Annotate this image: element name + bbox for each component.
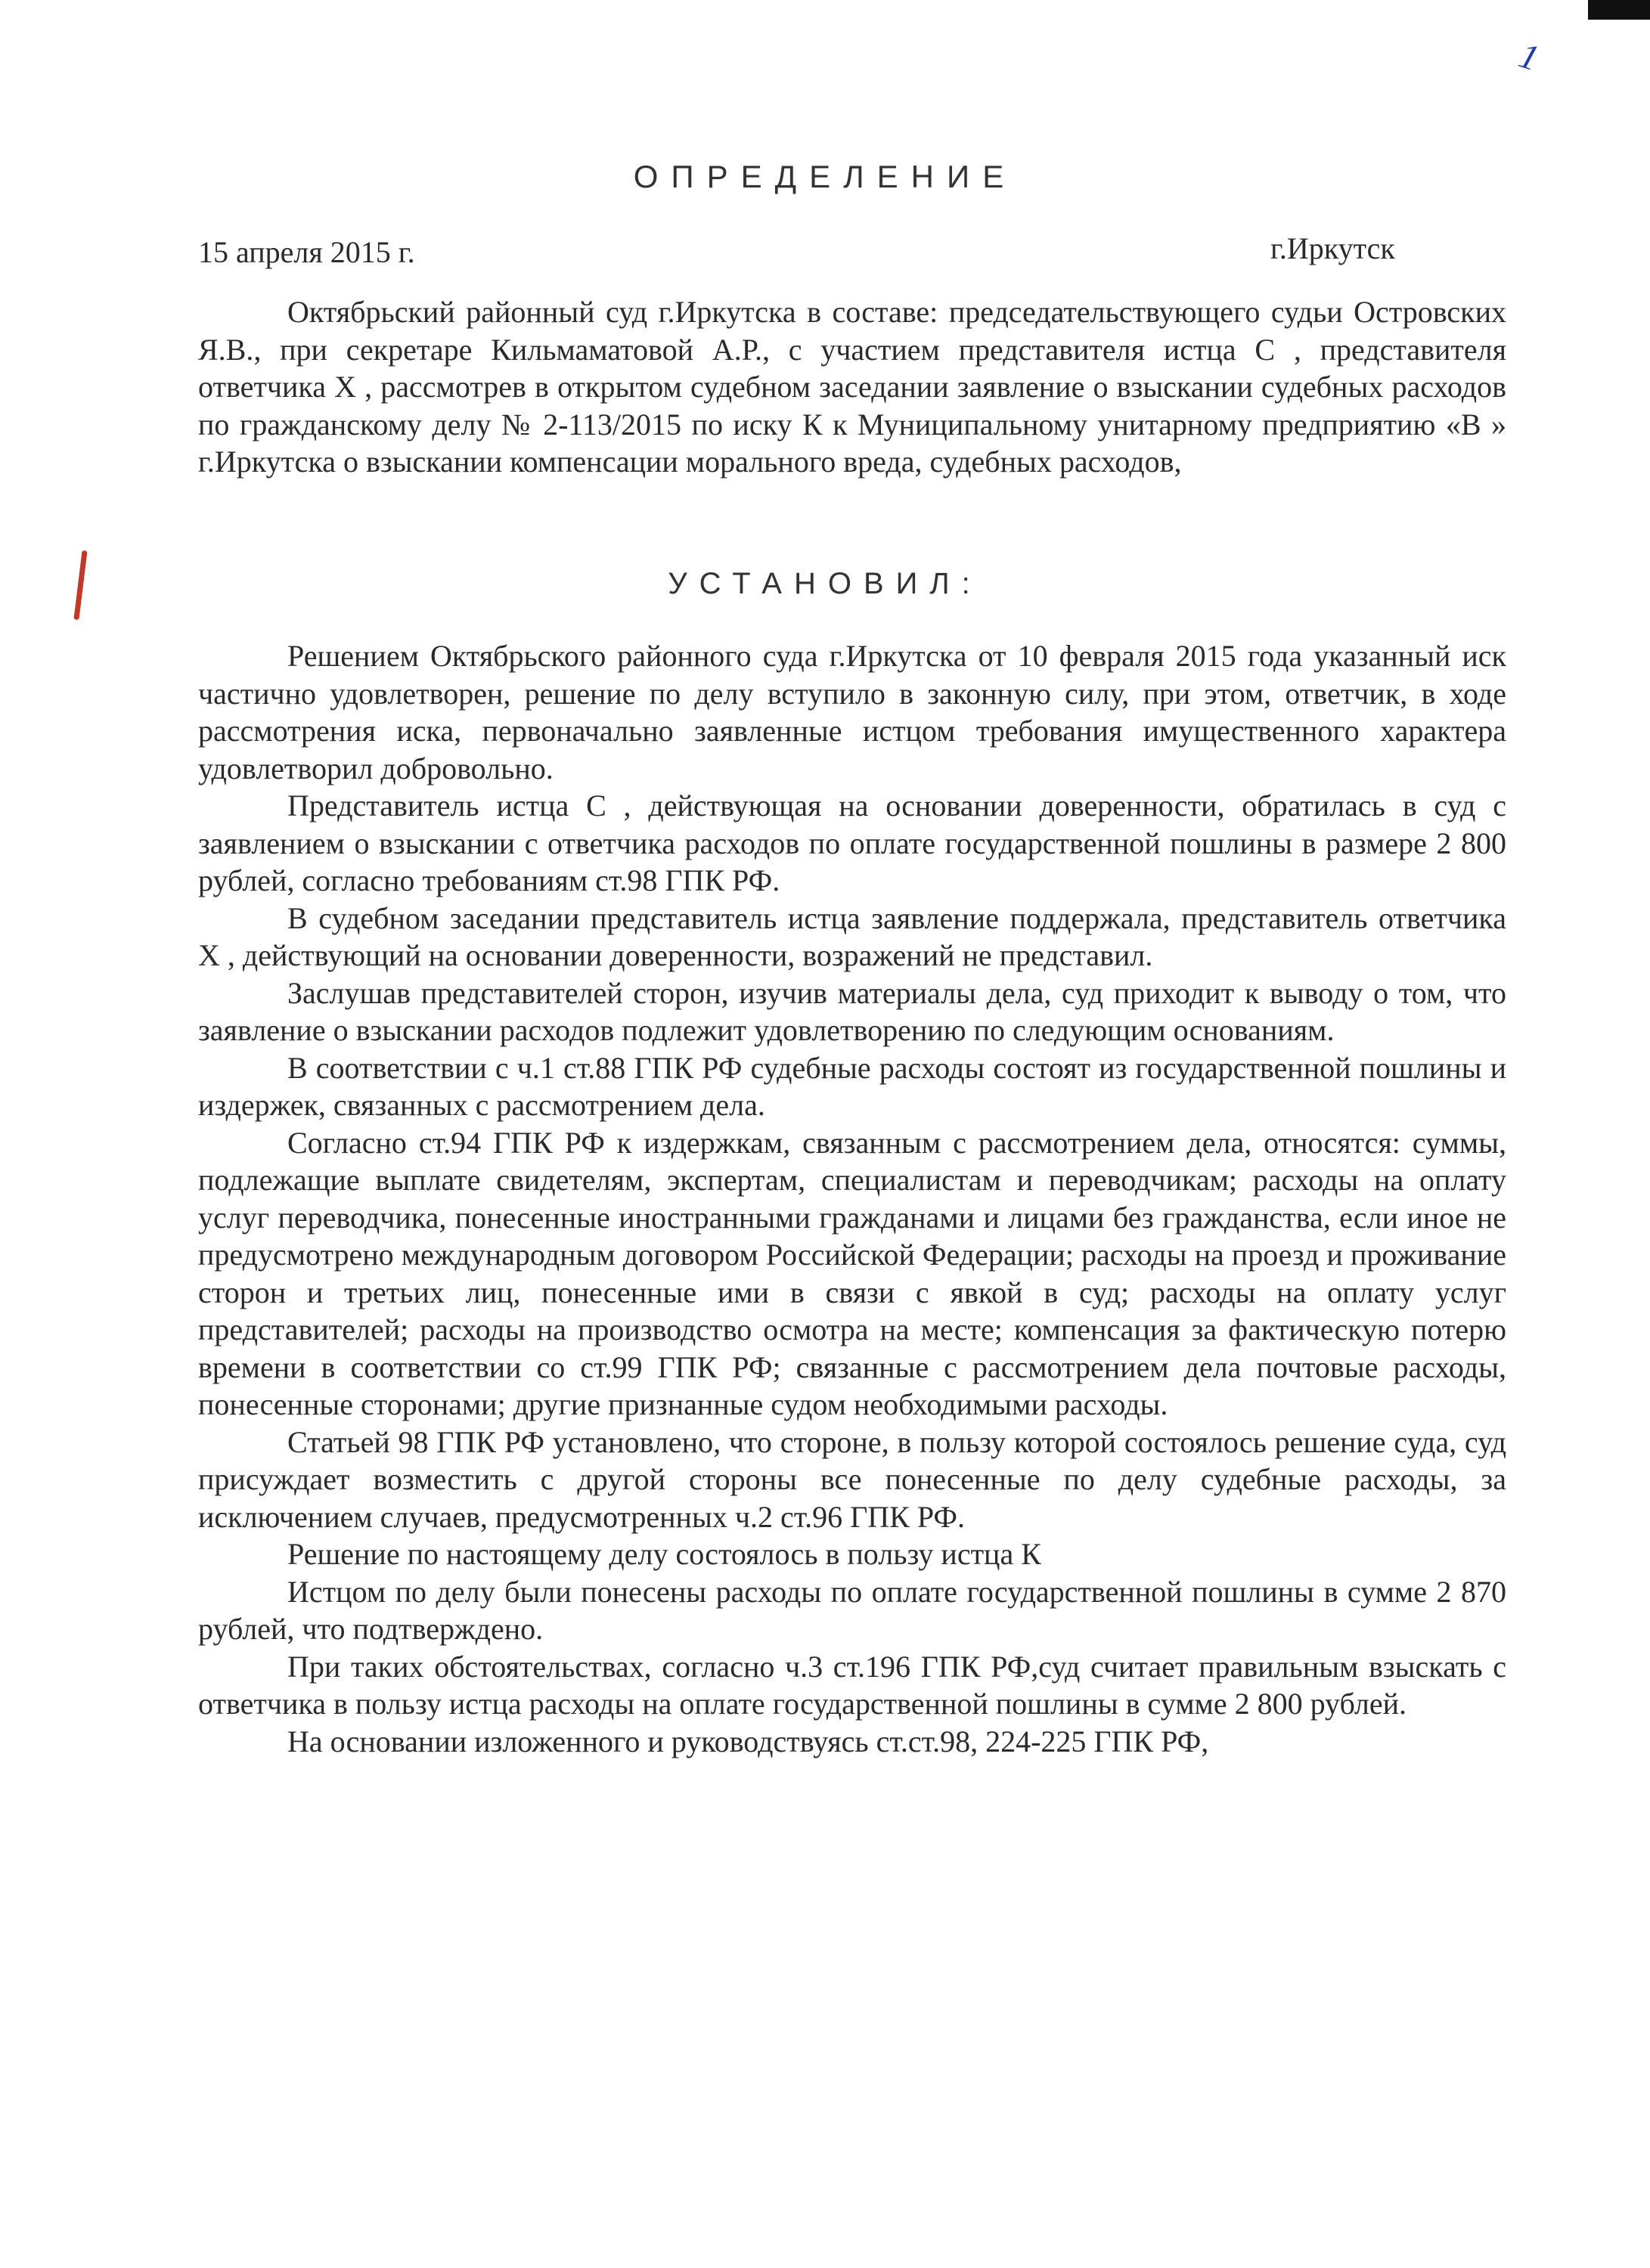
body-paragraph: В судебном заседании представитель истца заявление поддержала, представитель ответчика Х , действующий на основании доверенности, возражений не представил. (198, 900, 1506, 972)
body-paragraph: Решением Октябрьского районного суда г.Иркутска от 10 февраля 2015 года указанный иск частично удовлетворен, решение по делу вступило в законную силу, при этом, ответчик, в ходе рассмотрения иска, первоначально заявленные истцом требования имущественного характера удовлетворил добровольно. (198, 639, 1506, 785)
scan-corner-mark (1588, 0, 1650, 20)
body-paragraph: На основании изложенного и руководствуясь ст.ст.98, 224-225 ГПК РФ, (287, 1724, 1209, 1758)
body-paragraph: При таких обстоятельствах, согласно ч.3 ст.196 ГПК РФ,суд считает правильным взыскать с ответчика в пользу истца расходы на оплате государственной пошлины в сумме 2 800 рублей. (198, 1649, 1506, 1721)
body-paragraph: Представитель истца С , действующая на основании доверенности, обратилась в суд с заявлением о взыскании с ответчика расходов по оплате государственной пошлины в размере 2 800 рублей, согласно требованиям ст.98 ГПК РФ. (198, 789, 1506, 897)
document-city: г.Иркутск (1270, 231, 1395, 265)
intro-block (198, 293, 1506, 481)
body-paragraph: Заслушав представителей сторон, изучив материалы дела, суд приходит к выводу о том, что заявление о взыскании расходов подлежит удовлетворению по следующим основаниям. (198, 975, 1506, 1047)
section-title: УСТАНОВИЛ: (668, 567, 982, 600)
body-block (198, 637, 1506, 1760)
document-title: ОПРЕДЕЛЕНИЕ (633, 159, 1017, 194)
body-paragraph: Статьей 98 ГПК РФ установлено, что стороне, в пользу которой состоялось решение суда, суд присуждает возместить с другой стороны все понесенные по делу судебные расходы, за исключением случаев, предусмотренных ч.2 ст.96 ГПК РФ. (198, 1424, 1506, 1534)
intro-paragraph: Октябрьский районный суд г.Иркутска в составе: председательствующего судьи Островских Я.В., при секретаре Кильмаматовой А.Р., с участием представителя истца С , представителя ответчика Х , рассмотрев в открытом судебном заседании заявление о взыскании судебных расходов по гражданскому делу № 2-113/2015 по иску К к Муниципальному унитарному предприятию «В » г.Иркутска о взыскании компенсации морального вреда, судебных расходов, (198, 295, 1506, 479)
body-paragraph: Решение по настоящему делу состоялось в пользу истца К (287, 1537, 1041, 1571)
handwritten-page-number: 1 (1514, 35, 1544, 79)
body-paragraph: Истцом по делу были понесены расходы по оплате государственной пошлины в сумме 2 870 рублей, что подтверждено. (198, 1574, 1506, 1646)
body-paragraph: В соответствии с ч.1 ст.88 ГПК РФ судебные расходы состоят из государственной пошлины и издержек, связанных с рассмотрением дела. (198, 1050, 1506, 1122)
body-paragraph: Согласно ст.94 ГПК РФ к издержкам, связанным с рассмотрением дела, относятся: суммы, подлежащие выплате свидетелям, экспертам, специалистам и переводчикам; расходы на оплату услуг переводчика, понесенные иностранными гражданами и лицами без гражданства, если иное не предусмотрено международным договором Российской Федерации; расходы на проезд и проживание сторон и третьих лиц, понесенные ими в связи с явкой в суд; расходы на оплату услуг представителей; расходы на производство осмотра на месте; компенсация за фактическую потерю времени в соответствии со ст.99 ГПК РФ; связанные с рассмотрением дела почтовые расходы, понесенные сторонами; другие признанные судом необходимыми расходы. (198, 1125, 1506, 1421)
document-date: 15 апреля 2015 г. (198, 235, 415, 269)
